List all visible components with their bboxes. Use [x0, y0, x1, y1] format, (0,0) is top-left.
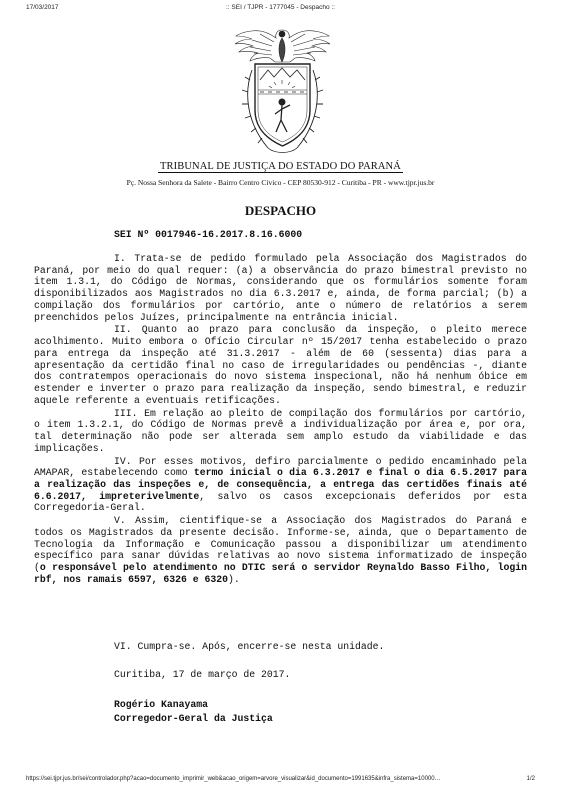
- paragraph-4-end: , salvo os casos excepcionais deferidos por esta Corregedoria-Geral.: [34, 490, 527, 514]
- print-header: [26, 4, 535, 16]
- sei-number: SEI Nº 0017946-16.2017.8.16.6000: [114, 229, 303, 240]
- parana-coat-of-arms-icon: [230, 22, 335, 162]
- paragraph-5-emphasis: o responsável pelo atendimento no DTIC será o servidor Reynaldo Basso Filho, login rbf, nos ramais 6597, 6326 e 6320: [34, 562, 527, 585]
- paragraph-4-start: IV. Por esses motivos, defiro parcialmente o pedido encaminhado pela AMAPAR, estabelecendo como: [34, 455, 527, 479]
- place-and-date: Curitiba, 17 de março de 2017.: [114, 669, 291, 680]
- page-number: 1/2: [526, 776, 535, 782]
- print-footer: [26, 776, 535, 786]
- paragraph-4-emphasis: termo inicial o dia 6.3.2017 e final o dia 6.5.2017 para a realização das inspeções e, de consequência, a entrega das certidões finais até 6.6.2017, impreterivelmente: [34, 467, 527, 502]
- paragraph-3: III. Em relação ao pleito de compilação dos formulários por cartório, o item 1.3.2.1, do Código de Normas prevê a individualização por área e, por ora, tal determinação não pode ser alterada sem amplo estudo da viabilidade e das implicações.: [34, 407, 527, 454]
- document-title: DESPACHO: [244, 203, 317, 218]
- print-date: 17/03/2017: [26, 4, 59, 11]
- court-address: Pç. Nossa Senhora da Salete - Bairro Centro Cívico - CEP 80530-912 - Curitiba - PR - www.tjpr.jus.br: [126, 178, 435, 187]
- paragraph-1: I. Trata-se de pedido formulado pela Associação dos Magistrados do Paraná, por meio do qual requer: (a) a observância do prazo bimestral previsto no item 1.3.1, do Código de Normas, considerando que os formulários somente foram disponibilizados aos Magistrados no dia 6.3.2017 e, ainda, de forma parcial; (b) a compilação dos formulários por cartório, ante o número de relatórios a serem preenchidos pelos Juízes, principalmente na entrância inicial.: [34, 253, 527, 323]
- court-name-text: TRIBUNAL DE JUSTIÇA DO ESTADO DO PARANÁ: [160, 161, 401, 172]
- paragraph-5: [34, 515, 527, 585]
- print-page-title: :: SEI / TJPR - 1777045 - Despacho ::: [226, 4, 335, 11]
- document-body: [34, 253, 527, 587]
- signer-name: Rogério Kanayama: [114, 699, 209, 710]
- paragraph-2: II. Quanto ao prazo para conclusão da inspeção, o pleito merece acolhimento. Muito embora o Ofício Circular nº 15/2017 tenha estabelecido o prazo para entrega da inspeção até 31.3.2017 - além de 60 (sessenta) dias para a apresentação da certidão final no caso de irregularidades ou pendências -, diante dos contratempos operacionais do novo sistema inspecional, não há nenhum óbice em estender e inverter o prazo para realização da inspeção, sendo bimestral, e reduzir aquele referente a eventuais retificações.: [34, 324, 527, 406]
- paragraph-5-end: ).: [228, 573, 240, 585]
- print-url: https://sei.tjpr.jus.br/sei/controlador.php?acao=documento_imprimir_web&acao_origem=arvore_visualizar&id_documento=1991635&infra_sistema=10000…: [26, 776, 441, 782]
- paragraph-6: VI. Cumpra-se. Após, encerre-se nesta unidade.: [114, 641, 385, 652]
- paragraph-5-start: V. Assim, cientifique-se a Associação dos Magistrados do Paraná e todos os Magistrados da presente decisão. Informe-se, ainda, que o Departamento de Tecnologia da Informação e Comunicação passou a disponibilizar um atendimento específico para sanar dúvidas relativas ao novo sistema informatizado de inspeção (: [34, 515, 527, 574]
- signer-role: Corregedor-Geral da Justiça: [114, 713, 273, 724]
- paragraph-4: [34, 456, 527, 515]
- court-name: [0, 161, 561, 172]
